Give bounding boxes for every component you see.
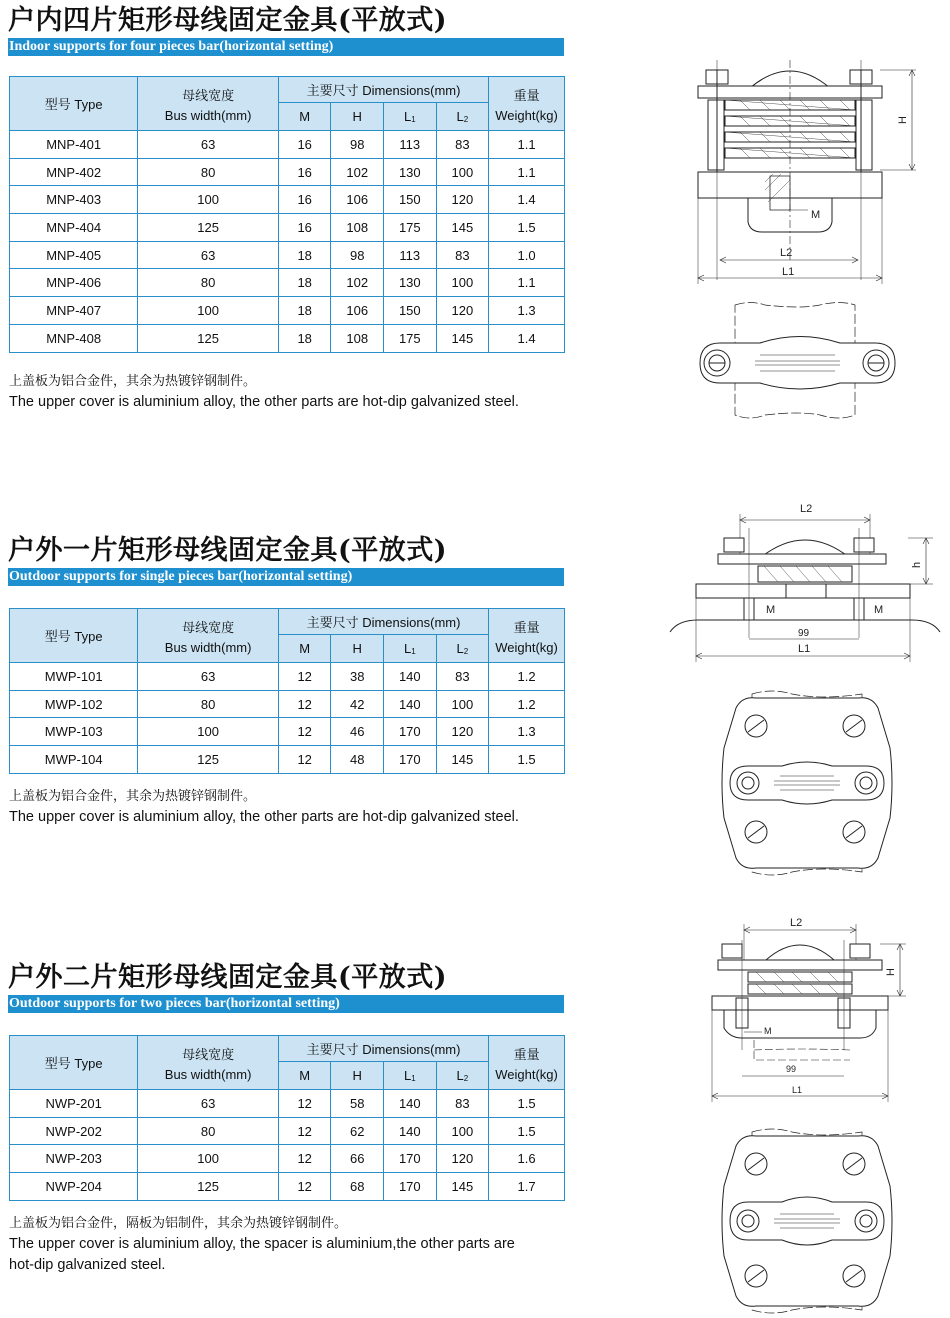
label-l1: L1 xyxy=(798,643,811,655)
spec-table-2 xyxy=(9,608,565,774)
spec-table-1 xyxy=(9,76,565,353)
drawing-single-bar-side-view xyxy=(668,498,943,668)
table-row xyxy=(10,214,565,242)
cell-bus-width: 100 xyxy=(138,1145,279,1173)
col-dimensions: 主要尺寸 Dimensions(mm) xyxy=(278,1036,488,1062)
cell-l2: 100 xyxy=(436,690,489,718)
cell-h: 66 xyxy=(331,1145,384,1173)
cell-bus-width: 100 xyxy=(138,186,279,214)
cell-h: 106 xyxy=(331,186,384,214)
cell-bus-width: 80 xyxy=(138,690,279,718)
cell-type: MWP-102 xyxy=(10,690,138,718)
cell-bus-width: 63 xyxy=(138,241,279,269)
label-m-right: M xyxy=(874,604,884,616)
note-2: 上盖板为铝合金件，其余为热镀锌钢制件。 The upper cover is aluminium alloy, the other parts are hot-dip galvanized steel. xyxy=(9,789,519,825)
cell-l1: 140 xyxy=(384,663,437,691)
cell-h: 48 xyxy=(331,746,384,774)
cell-l1: 140 xyxy=(384,1090,437,1118)
drawing-four-bar-side-view xyxy=(680,60,930,290)
cell-weight: 1.6 xyxy=(489,1145,565,1173)
cell-h: 38 xyxy=(331,663,384,691)
cell-l1: 170 xyxy=(384,718,437,746)
col-h: H xyxy=(331,1062,384,1090)
cell-bus-width: 80 xyxy=(138,269,279,297)
label-99: 99 xyxy=(798,628,810,639)
table-row xyxy=(10,746,565,774)
cell-weight: 1.1 xyxy=(489,158,565,186)
cell-m: 12 xyxy=(278,746,331,774)
cell-type: MWP-104 xyxy=(10,746,138,774)
col-l2: $L_2$ xyxy=(436,103,489,131)
cell-bus-width: 80 xyxy=(138,1117,279,1145)
cell-l1: 140 xyxy=(384,690,437,718)
cell-m: 12 xyxy=(278,663,331,691)
cell-m: 12 xyxy=(278,690,331,718)
section-title-cn: 户外二片矩形母线固定金具(平放式) xyxy=(8,962,448,993)
cell-l2: 83 xyxy=(436,131,489,159)
cell-m: 18 xyxy=(278,241,331,269)
cell-l2: 100 xyxy=(436,158,489,186)
cell-l1: 175 xyxy=(384,214,437,242)
table-row xyxy=(10,718,565,746)
table-row xyxy=(10,663,565,691)
cell-weight: 1.1 xyxy=(489,131,565,159)
col-type: 型号 Type xyxy=(10,609,138,663)
cell-l1: 170 xyxy=(384,746,437,774)
cell-weight: 1.5 xyxy=(489,746,565,774)
cell-h: 106 xyxy=(331,297,384,325)
cell-m: 12 xyxy=(278,1173,331,1201)
cell-l2: 100 xyxy=(436,269,489,297)
cell-h: 98 xyxy=(331,131,384,159)
cell-l1: 140 xyxy=(384,1117,437,1145)
cell-m: 12 xyxy=(278,1090,331,1118)
cell-l1: 130 xyxy=(384,269,437,297)
section-title-en: Outdoor supports for single pieces bar(horizontal setting) xyxy=(8,568,564,586)
cell-h: 102 xyxy=(331,269,384,297)
cell-l1: 113 xyxy=(384,241,437,269)
spec-table-3 xyxy=(9,1035,565,1201)
label-m: M xyxy=(764,1026,772,1036)
cell-l2: 120 xyxy=(436,1145,489,1173)
section-title-cn: 户外一片矩形母线固定金具(平放式) xyxy=(8,535,448,566)
cell-bus-width: 63 xyxy=(138,1090,279,1118)
label-99: 99 xyxy=(786,1064,797,1074)
col-l1: $L_1$ xyxy=(384,635,437,663)
cell-m: 16 xyxy=(278,186,331,214)
col-weight: 重量 Weight(kg) xyxy=(489,77,565,131)
cell-bus-width: 63 xyxy=(138,131,279,159)
col-l1: $L_1$ xyxy=(384,103,437,131)
label-l1: L1 xyxy=(792,1085,803,1095)
cell-weight: 1.3 xyxy=(489,297,565,325)
section-title-en: Outdoor supports for two pieces bar(horizontal setting) xyxy=(8,995,564,1013)
table-row xyxy=(10,1090,565,1118)
col-type: 型号 Type xyxy=(10,77,138,131)
note-1: 上盖板为铝合金件，其余为热镀锌钢制件。 The upper cover is aluminium alloy, the other parts are hot-dip galvanized steel. xyxy=(9,374,519,410)
table-body xyxy=(10,1090,565,1201)
cell-h: 98 xyxy=(331,241,384,269)
label-l1: L1 xyxy=(782,266,795,278)
cell-type: MWP-103 xyxy=(10,718,138,746)
cell-l2: 145 xyxy=(436,214,489,242)
col-h: H xyxy=(331,635,384,663)
cell-l2: 83 xyxy=(436,663,489,691)
table-row xyxy=(10,1117,565,1145)
col-dimensions: 主要尺寸 Dimensions(mm) xyxy=(278,609,488,635)
table-body xyxy=(10,663,565,774)
table-row xyxy=(10,297,565,325)
cell-l2: 120 xyxy=(436,186,489,214)
col-l1: $L_1$ xyxy=(384,1062,437,1090)
col-m: M xyxy=(278,103,331,131)
table-row xyxy=(10,324,565,352)
cell-h: 108 xyxy=(331,214,384,242)
cell-m: 18 xyxy=(278,324,331,352)
col-bus-width: 母线宽度 Bus width(mm) xyxy=(138,77,279,131)
cell-l2: 120 xyxy=(436,297,489,325)
table-row xyxy=(10,269,565,297)
cell-weight: 1.2 xyxy=(489,663,565,691)
cell-type: MNP-408 xyxy=(10,324,138,352)
cell-weight: 1.5 xyxy=(489,1117,565,1145)
cell-l2: 83 xyxy=(436,1090,489,1118)
col-dimensions: 主要尺寸 Dimensions(mm) xyxy=(278,77,488,103)
label-h: H xyxy=(897,116,909,124)
table-row xyxy=(10,1173,565,1201)
note-3: 上盖板为铝合金件，隔板为铝制件，其余为热镀锌钢制件。 The upper cover is aluminium alloy, the spacer is aluminium,the other parts are hot-dip galvanized steel. xyxy=(9,1216,515,1273)
cell-bus-width: 80 xyxy=(138,158,279,186)
section-title-en: Indoor supports for four pieces bar(horizontal setting) xyxy=(8,38,564,56)
label-m-left: M xyxy=(766,604,776,616)
cell-m: 12 xyxy=(278,1117,331,1145)
drawing-four-bar-top-view xyxy=(690,295,910,425)
cell-h: 42 xyxy=(331,690,384,718)
cell-l1: 170 xyxy=(384,1173,437,1201)
cell-l1: 130 xyxy=(384,158,437,186)
table-row xyxy=(10,1145,565,1173)
cell-l2: 145 xyxy=(436,324,489,352)
cell-l2: 145 xyxy=(436,746,489,774)
drawing-single-bar-top-view xyxy=(712,688,902,878)
cell-weight: 1.5 xyxy=(489,1090,565,1118)
cell-bus-width: 63 xyxy=(138,663,279,691)
cell-h: 58 xyxy=(331,1090,384,1118)
cell-type: NWP-204 xyxy=(10,1173,138,1201)
cell-weight: 1.5 xyxy=(489,214,565,242)
cell-l1: 170 xyxy=(384,1145,437,1173)
cell-type: MNP-404 xyxy=(10,214,138,242)
cell-h: 68 xyxy=(331,1173,384,1201)
cell-weight: 1.3 xyxy=(489,718,565,746)
cell-type: MNP-405 xyxy=(10,241,138,269)
cell-type: MNP-402 xyxy=(10,158,138,186)
cell-type: NWP-203 xyxy=(10,1145,138,1173)
section-title-cn: 户内四片矩形母线固定金具(平放式) xyxy=(8,5,448,36)
label-m: M xyxy=(811,209,821,221)
cell-l1: 113 xyxy=(384,131,437,159)
table-row xyxy=(10,186,565,214)
cell-type: NWP-201 xyxy=(10,1090,138,1118)
cell-bus-width: 125 xyxy=(138,1173,279,1201)
cell-l2: 83 xyxy=(436,241,489,269)
cell-bus-width: 100 xyxy=(138,718,279,746)
table-row xyxy=(10,690,565,718)
col-weight: 重量 Weight(kg) xyxy=(489,1036,565,1090)
cell-m: 12 xyxy=(278,1145,331,1173)
cell-m: 18 xyxy=(278,269,331,297)
cell-type: NWP-202 xyxy=(10,1117,138,1145)
col-m: M xyxy=(278,635,331,663)
col-bus-width: 母线宽度 Bus width(mm) xyxy=(138,1036,279,1090)
table-row xyxy=(10,131,565,159)
drawing-two-bar-side-view xyxy=(700,910,910,1105)
cell-m: 16 xyxy=(278,131,331,159)
cell-weight: 1.7 xyxy=(489,1173,565,1201)
cell-l2: 145 xyxy=(436,1173,489,1201)
label-l2: L2 xyxy=(780,247,793,259)
cell-bus-width: 125 xyxy=(138,746,279,774)
cell-type: MNP-401 xyxy=(10,131,138,159)
cell-h: 108 xyxy=(331,324,384,352)
cell-m: 18 xyxy=(278,297,331,325)
cell-l1: 150 xyxy=(384,186,437,214)
table-row xyxy=(10,241,565,269)
cell-m: 12 xyxy=(278,718,331,746)
col-h: H xyxy=(331,103,384,131)
cell-l2: 120 xyxy=(436,718,489,746)
cell-type: MNP-403 xyxy=(10,186,138,214)
col-l2: $L_2$ xyxy=(436,635,489,663)
col-m: M xyxy=(278,1062,331,1090)
col-bus-width: 母线宽度 Bus width(mm) xyxy=(138,609,279,663)
label-h: H xyxy=(885,968,897,976)
cell-weight: 1.2 xyxy=(489,690,565,718)
col-type: 型号 Type xyxy=(10,1036,138,1090)
cell-type: MWP-101 xyxy=(10,663,138,691)
cell-l2: 100 xyxy=(436,1117,489,1145)
cell-m: 16 xyxy=(278,214,331,242)
cell-h: 46 xyxy=(331,718,384,746)
cell-type: MNP-407 xyxy=(10,297,138,325)
label-l2: L2 xyxy=(790,917,803,929)
cell-l1: 175 xyxy=(384,324,437,352)
cell-weight: 1.4 xyxy=(489,186,565,214)
section-indoor-four xyxy=(8,4,950,56)
label-h: h xyxy=(911,561,923,568)
col-l2: $L_2$ xyxy=(436,1062,489,1090)
cell-h: 62 xyxy=(331,1117,384,1145)
drawing-two-bar-top-view xyxy=(712,1126,902,1316)
col-weight: 重量 Weight(kg) xyxy=(489,609,565,663)
cell-bus-width: 125 xyxy=(138,324,279,352)
cell-l1: 150 xyxy=(384,297,437,325)
cell-m: 16 xyxy=(278,158,331,186)
cell-type: MNP-406 xyxy=(10,269,138,297)
cell-h: 102 xyxy=(331,158,384,186)
cell-bus-width: 125 xyxy=(138,214,279,242)
label-l2: L2 xyxy=(800,503,813,515)
cell-weight: 1.1 xyxy=(489,269,565,297)
table-row xyxy=(10,158,565,186)
table-body xyxy=(10,131,565,353)
cell-weight: 1.0 xyxy=(489,241,565,269)
cell-weight: 1.4 xyxy=(489,324,565,352)
cell-bus-width: 100 xyxy=(138,297,279,325)
